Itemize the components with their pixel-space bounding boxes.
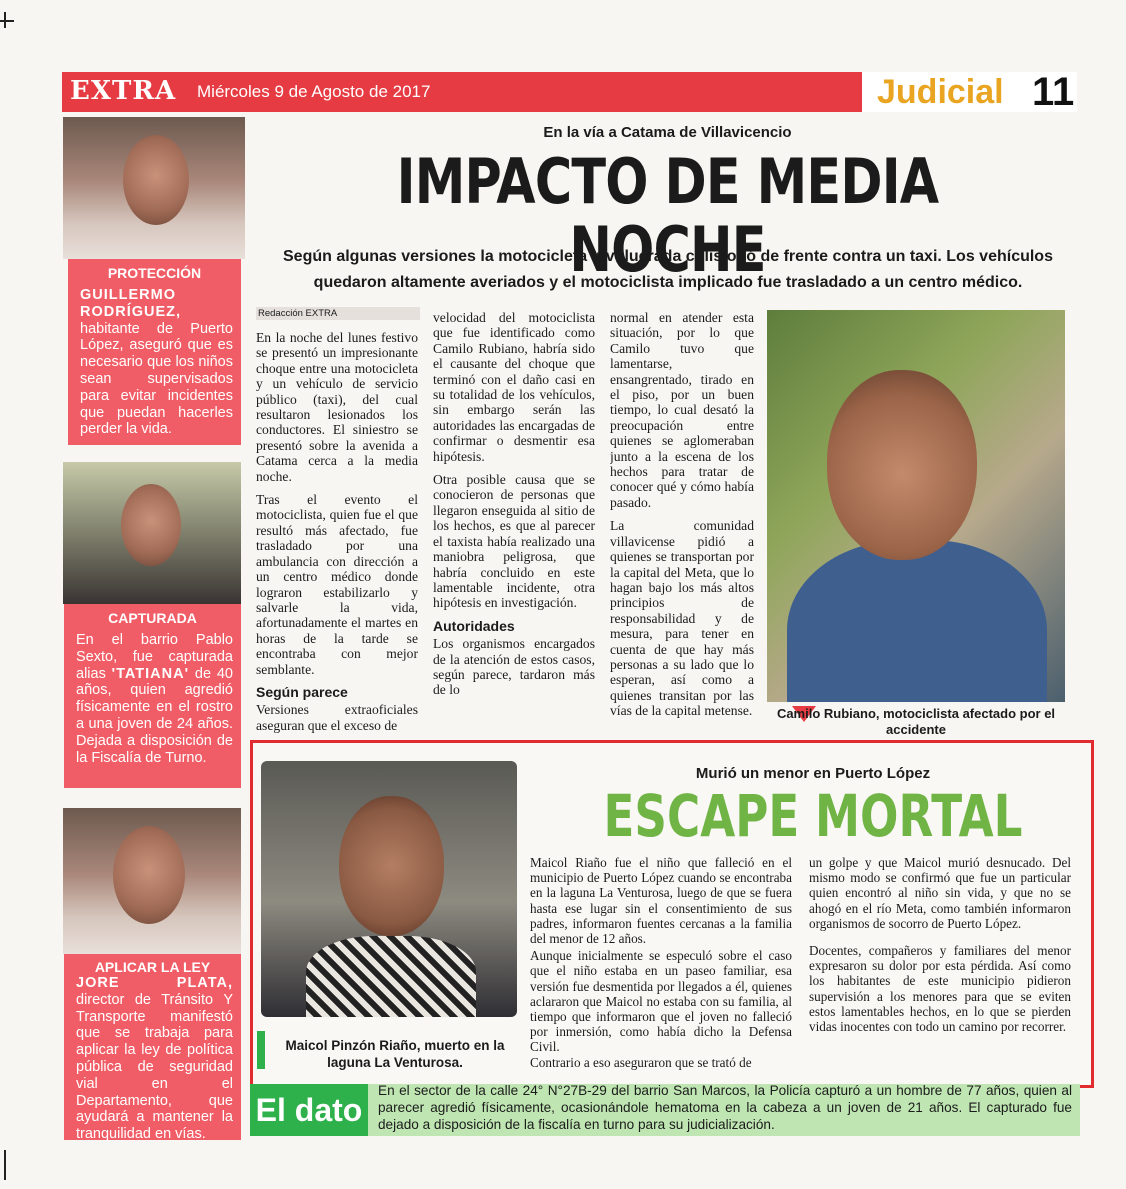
paragraph: En la noche del lunes festivo se presentó un impresionante choque entre una motocicleta y un vehículo de servicio público (taxi), del cual resultaron lesionados los conductores. El siniestro se presentó sobre la avenida a Catama cerca a la media noche. — [256, 330, 418, 484]
section-box — [862, 72, 1032, 112]
photo-caption: Maicol Pinzón Riaño, muerto en la laguna La Venturosa. — [285, 1038, 505, 1070]
paragraph: Los organismos encargados de la atención de estos casos, según parece, tardaron más de lo — [433, 636, 595, 698]
story-headline: ESCAPE MORTAL — [603, 782, 1023, 850]
el-dato-text: En el sector de la calle 24° N°27B-29 del barrio San Marcos, la Policía capturó a un hombre de 77 años, quien al parecer agredió físicamente, ocasionándole hematoma en la cabeza a un joven de 21 años. El capturado fue dejado a disposición de la fiscalía en turno para su judicialización. — [378, 1083, 1072, 1132]
card-title: CAPTURADA — [108, 610, 197, 626]
article-column-1 — [530, 855, 792, 1077]
caption-bar — [257, 1031, 265, 1069]
card-text — [80, 287, 233, 438]
card-title: PROTECCIÓN — [107, 265, 202, 281]
newspaper-logo: EXTRA — [70, 76, 177, 106]
el-dato-label: El dato — [250, 1084, 368, 1136]
byline: Redacción EXTRA — [256, 307, 420, 320]
crop-mark — [4, 12, 6, 28]
card-person-name: JORE PLATA, — [76, 975, 233, 991]
paragraph: Contrario a eso aseguraron que se trató de — [530, 1054, 752, 1070]
paragraph: Otra posible causa que se conocieron de personas que llegaron enseguida al sitio de los hechos, es que al parecer el taxista había realizado una maniobra peligrosa, que habría concluido en este lamentable incidente, otra hipótesis en investigación. — [433, 472, 595, 611]
paragraph: normal en atender esta situación, por lo que Camilo tuvo que lamentarse, ensangrentado, tirado en el piso, por un buen tiempo, lo cual desató la preocupación entre quienes se aglomeraban junto a la escena de los hechos para tratar de conocer qué y cómo había pasado. — [610, 310, 754, 510]
card-body: habitante de Puerto López, aseguró que es necesario que los niños sean supervisados para evitar incidentes que puedan hacerles perder la vida. — [80, 320, 233, 438]
paragraph: Aunque inicialmente se especuló sobre el caso que el niño estaba en un paseo familiar, esa versión fue desmentida por llegados a él, quienes aclararon que Maicol no estaba con su familia, al tiempo que informaron que el joven no falleció por inmersión, como había dicho la Defensa Civil. — [530, 948, 792, 1055]
card-body: En el barrio Pablo Sexto, fue capturada alias — [76, 632, 233, 682]
story-headline: IMPACTO DE MEDIA NOCHE — [396, 145, 939, 286]
card-text — [76, 975, 233, 1143]
card-body: director de Tránsito Y Transporte manifestó que se trabaja para aplicar la ley de política pública de seguridad vial en el Departamento, que ayudará a mantener la tranquilidad en vías. — [76, 991, 233, 1143]
boxed-story — [250, 740, 1094, 1088]
subheading: Según parece — [256, 683, 348, 700]
guillermo-photo — [63, 117, 245, 259]
paragraph: velocidad del motociclista que fue identificado como Camilo Rubiano, habría sido el causante del choque que terminó con el daño casi en su totalidad de los vehículos, sin embargo serán las autoridades las encargadas de confirmar o desmentir esa hipótesis. — [433, 310, 595, 464]
paragraph: un golpe y que Maicol murió desnucado. Del mismo modo se confirmó que fue un particular quien encontró al niño sin vida, y que no se ahogó en el río Meta, como también informaron organismos de socorro de Puerto López. — [809, 855, 1071, 931]
paragraph: Docentes, compañeros y familiares del menor expresaron su dolor por esta pérdida. Así como los habitantes de este municipio pidieron supervisión a los menores para que se eviten estos lamentables hechos, en lo que se pierden vidas inocentes con todo un camino por recorrer. — [809, 943, 1071, 1035]
paragraph: Tras el evento el motociclista, quien fue el que resultó más afectado, fue trasladado por una ambulancia con dirección a un centro médico donde lograron estabilizarlo y salvarle la vida, afortunadamente el martes en horas de la tarde se encontraba con mejor semblante. — [256, 492, 418, 677]
card-body: de 40 años, quien agredió físicamente en el rostro a una joven de 24 años. Dejada a disposición de la Fiscalía de Turno. — [76, 665, 233, 766]
issue-date: Miércoles 9 de Agosto de 2017 — [197, 82, 431, 101]
story-kicker: Murió un menor en Puerto López — [695, 765, 931, 782]
card-text — [76, 632, 233, 766]
maicol-photo — [261, 761, 517, 1017]
jore-plata-photo — [63, 808, 241, 954]
photo-caption: Camilo Rubiano, motociclista afectado por el accidente — [776, 706, 1056, 737]
paragraph: La comunidad villavicense pidió a quienes se transportan por la capital del Meta, que lo hagan bajo los más altos principios de responsabilidad y de mesura, para tener en cuenta de que hay más personas a su lado que lo esperan, así como a quienes transitan por las vías de la capital metense. — [610, 518, 754, 719]
card-person-name: GUILLERMO RODRÍGUEZ, — [80, 287, 182, 320]
crop-mark — [0, 20, 14, 22]
page-number: 11 — [1032, 72, 1077, 112]
crop-mark — [4, 1150, 6, 1180]
story-deck: Según algunas versiones la motocicleta involucrada colisionó de frente contra un taxi. Los vehículos quedaron altamente averiados y el motociclista implicado fue trasladado a un centro médico. — [283, 248, 1053, 291]
card-person-name: 'TATIANA' — [111, 665, 190, 682]
section-name: Judicial — [877, 73, 1004, 111]
article-column-3 — [610, 310, 754, 738]
camilo-rubiano-photo — [767, 310, 1065, 702]
article-column-2 — [809, 855, 1071, 1077]
subheading: Autoridades — [433, 617, 515, 634]
card-proteccion — [68, 259, 241, 445]
el-dato-box — [250, 1084, 1080, 1136]
article-column-1 — [256, 330, 418, 738]
page-header — [62, 72, 1077, 112]
tatiana-photo — [63, 462, 241, 604]
paragraph: Versiones extraoficiales aseguran que el exceso de — [256, 702, 418, 733]
article-column-2 — [433, 310, 595, 738]
card-capturada — [64, 604, 241, 788]
story-kicker: En la vía a Catama de Villavicencio — [543, 124, 792, 141]
card-title: APLICAR LA LEY — [94, 959, 211, 975]
card-aplicar-la-ley — [64, 954, 241, 1143]
paragraph: Maicol Riaño fue el niño que falleció en el municipio de Puerto López cuando se encontraba en la laguna La Venturosa, luego de que se fuera hasta ese lugar sin el consentimiento de sus padres, informaron fuentes cercanas a la familia del menor de 12 años. — [530, 855, 792, 947]
